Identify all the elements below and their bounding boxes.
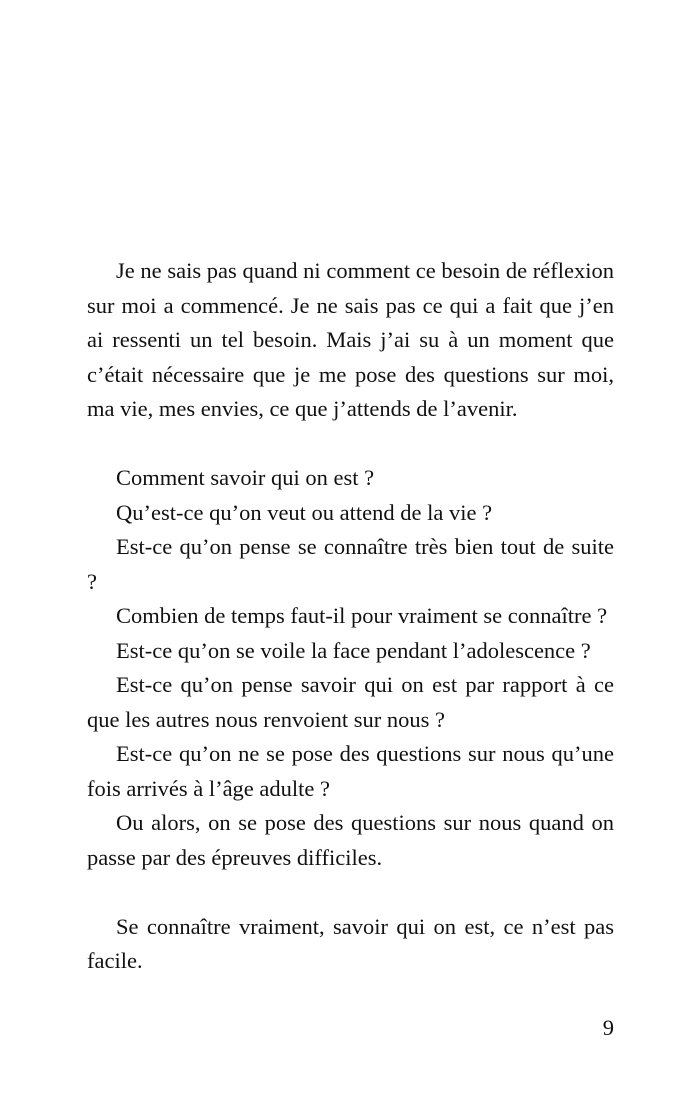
question-2: Qu’est-ce qu’on veut ou attend de la vie ? (116, 499, 493, 525)
question-1: Comment savoir qui on est ? (116, 465, 375, 490)
paragraph-intro: Je ne sais pas quand ni comment ce besoin de réflexion sur moi a commencé. Je ne sais pas ce qui a fait que j’en ai ressenti un tel besoin. Mais j’ai su à un moment que c’était nécessaire que je me pose des questions sur moi, ma vie, mes envies, ce que j’attends de l’avenir. (87, 258, 614, 421)
paragraph-conclusion: Se connaître vraiment, savoir qui on est, ce n’est pas facile. (87, 913, 614, 973)
question-8: Ou alors, on se pose des questions sur nous quand on passe par des épreuves difficiles. (87, 810, 614, 870)
question-3: Est-ce qu’on pense se connaître très bien tout de suite ? (87, 534, 614, 594)
page-number: 9 (602, 1015, 614, 1040)
question-5: Est-ce qu’on se voile la face pendant l’adolescence ? (116, 637, 591, 663)
question-7: Est-ce qu’on ne se pose des questions sur nous qu’une fois arrivés à l’âge adulte ? (87, 741, 614, 801)
question-4: Combien de temps faut-il pour vraiment se connaître ? (116, 603, 608, 628)
paragraph-gap (87, 427, 614, 462)
book-page-body (87, 254, 614, 979)
paragraph-gap (87, 875, 614, 910)
question-6: Est-ce qu’on pense savoir qui on est par rapport à ce que les autres nous renvoient sur nous ? (87, 672, 614, 732)
